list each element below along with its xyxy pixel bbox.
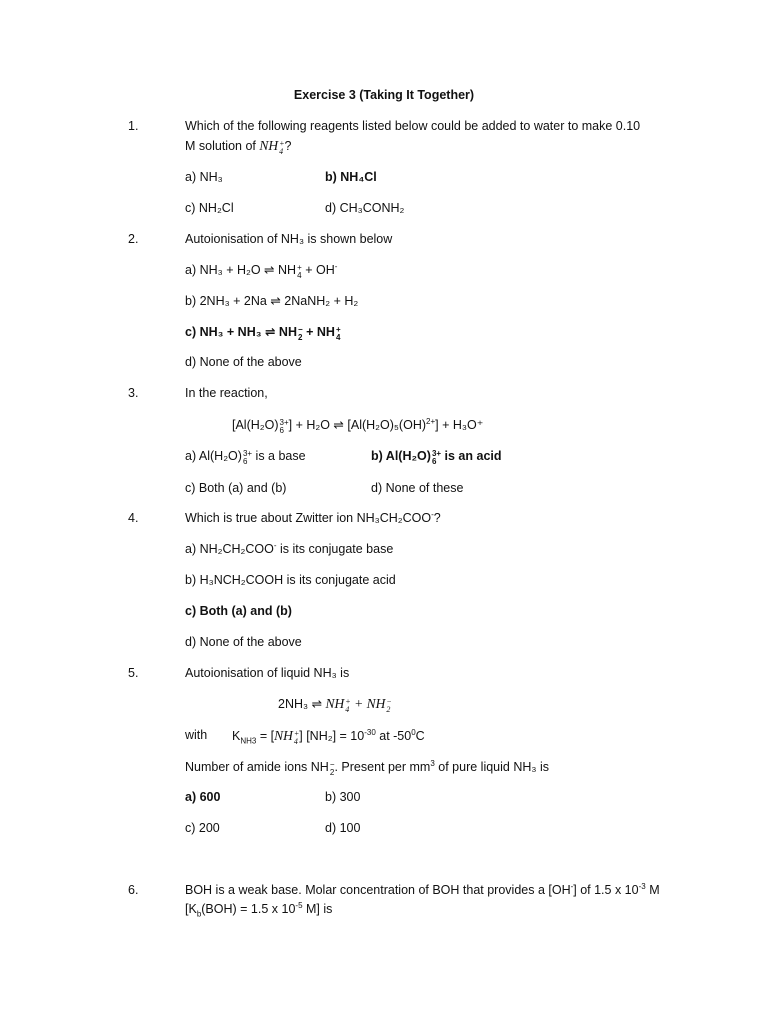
q5-option-b: b) 300 bbox=[325, 790, 361, 804]
q6-text-line1: BOH is a weak base. Molar concentration of BOH that provides a [OH-] of 1.5 x $10^{-3}$ M bbox=[185, 881, 660, 897]
q1-text-line2: M solution of NH + 4 ? bbox=[185, 138, 292, 156]
q2-option-d: d) None of the above bbox=[185, 355, 302, 369]
q3-option-a: a) Al(H₂O) 3+ 6 is a base bbox=[185, 449, 306, 466]
q1-option-a: a) NH₃ bbox=[185, 170, 223, 184]
q2-option-c: c) NH₃ + NH₃ ⇌ NH − 2 + NH + 4 bbox=[185, 325, 341, 342]
q5-text: Autoionisation of liquid NH₃ is bbox=[185, 666, 350, 680]
q4-option-a: a) NH₂CH₂COO- is its conjugate base bbox=[185, 540, 394, 556]
q1-text-line1: Which of the following reagents listed below could be added to water to make 0.10 bbox=[185, 119, 641, 133]
q5-option-c: c) 200 bbox=[185, 821, 220, 835]
q1-option-b: b) NH₄Cl bbox=[325, 170, 377, 184]
q5-option-d: d) 100 bbox=[325, 821, 361, 835]
q2-text: Autoionisation of NH₃ is shown below bbox=[185, 232, 393, 246]
q3-option-b: b) Al(H₂O) 3+ 6 is an acid bbox=[371, 449, 502, 466]
q5-with-label: with bbox=[185, 728, 208, 742]
q3-equation: [Al(H₂O) 3+ 6 ] + H₂O ⇌ [Al(H₂O)₅(OH)$^{2+}$] + H₃O⁺ bbox=[232, 416, 484, 435]
q3-option-d: d) None of these bbox=[371, 481, 464, 495]
q1-number: 1. bbox=[128, 119, 139, 133]
q4-text: Which is true about Zwitter ion NH₃CH₂COO-? bbox=[185, 509, 441, 525]
q5-option-a: a) 600 bbox=[185, 790, 221, 804]
q6-number: 6. bbox=[128, 883, 139, 897]
q2-number: 2. bbox=[128, 232, 139, 246]
q4-option-d: d) None of the above bbox=[185, 635, 302, 649]
q5-equation: 2NH₃ ⇌ NH + 4 + NH − 2 bbox=[278, 696, 392, 714]
nh4-plus-formula: NH + 4 bbox=[259, 138, 285, 156]
q1-option-c: c) NH₂Cl bbox=[185, 201, 234, 215]
q5-number: 5. bbox=[128, 666, 139, 680]
page-title: Exercise 3 (Taking It Together) bbox=[293, 88, 475, 102]
q2-option-a: a) NH₃ + H₂O ⇌ NH + 4 + OH- bbox=[185, 261, 338, 280]
q3-option-c: c) Both (a) and (b) bbox=[185, 481, 287, 495]
q5-question: Number of amide ions NH − 2 . Present per $mm^3$ of pure liquid NH₃ is bbox=[185, 758, 549, 777]
q2-option-b: b) 2NH₃ + 2Na ⇌ 2NaNH₂ + H₂ bbox=[185, 294, 359, 308]
q1-option-d: d) CH₃CONH₂ bbox=[325, 201, 405, 215]
q6-text-line2: [$K_b(BOH) = 1.5$ x $10^{-5}$ M] is bbox=[185, 900, 333, 919]
q3-text: In the reaction, bbox=[185, 386, 268, 400]
q4-number: 4. bbox=[128, 511, 139, 525]
q4-option-b: b) H₃NCH₂COOH is its conjugate acid bbox=[185, 573, 396, 587]
q3-number: 3. bbox=[128, 386, 139, 400]
q4-option-c: c) Both (a) and (b) bbox=[185, 604, 292, 618]
q5-equilibrium-constant: $K_{NH3} = [NH$ + 4 ] $[NH_2] = 10^{-30}$ at $-50^0C$ bbox=[232, 727, 425, 746]
